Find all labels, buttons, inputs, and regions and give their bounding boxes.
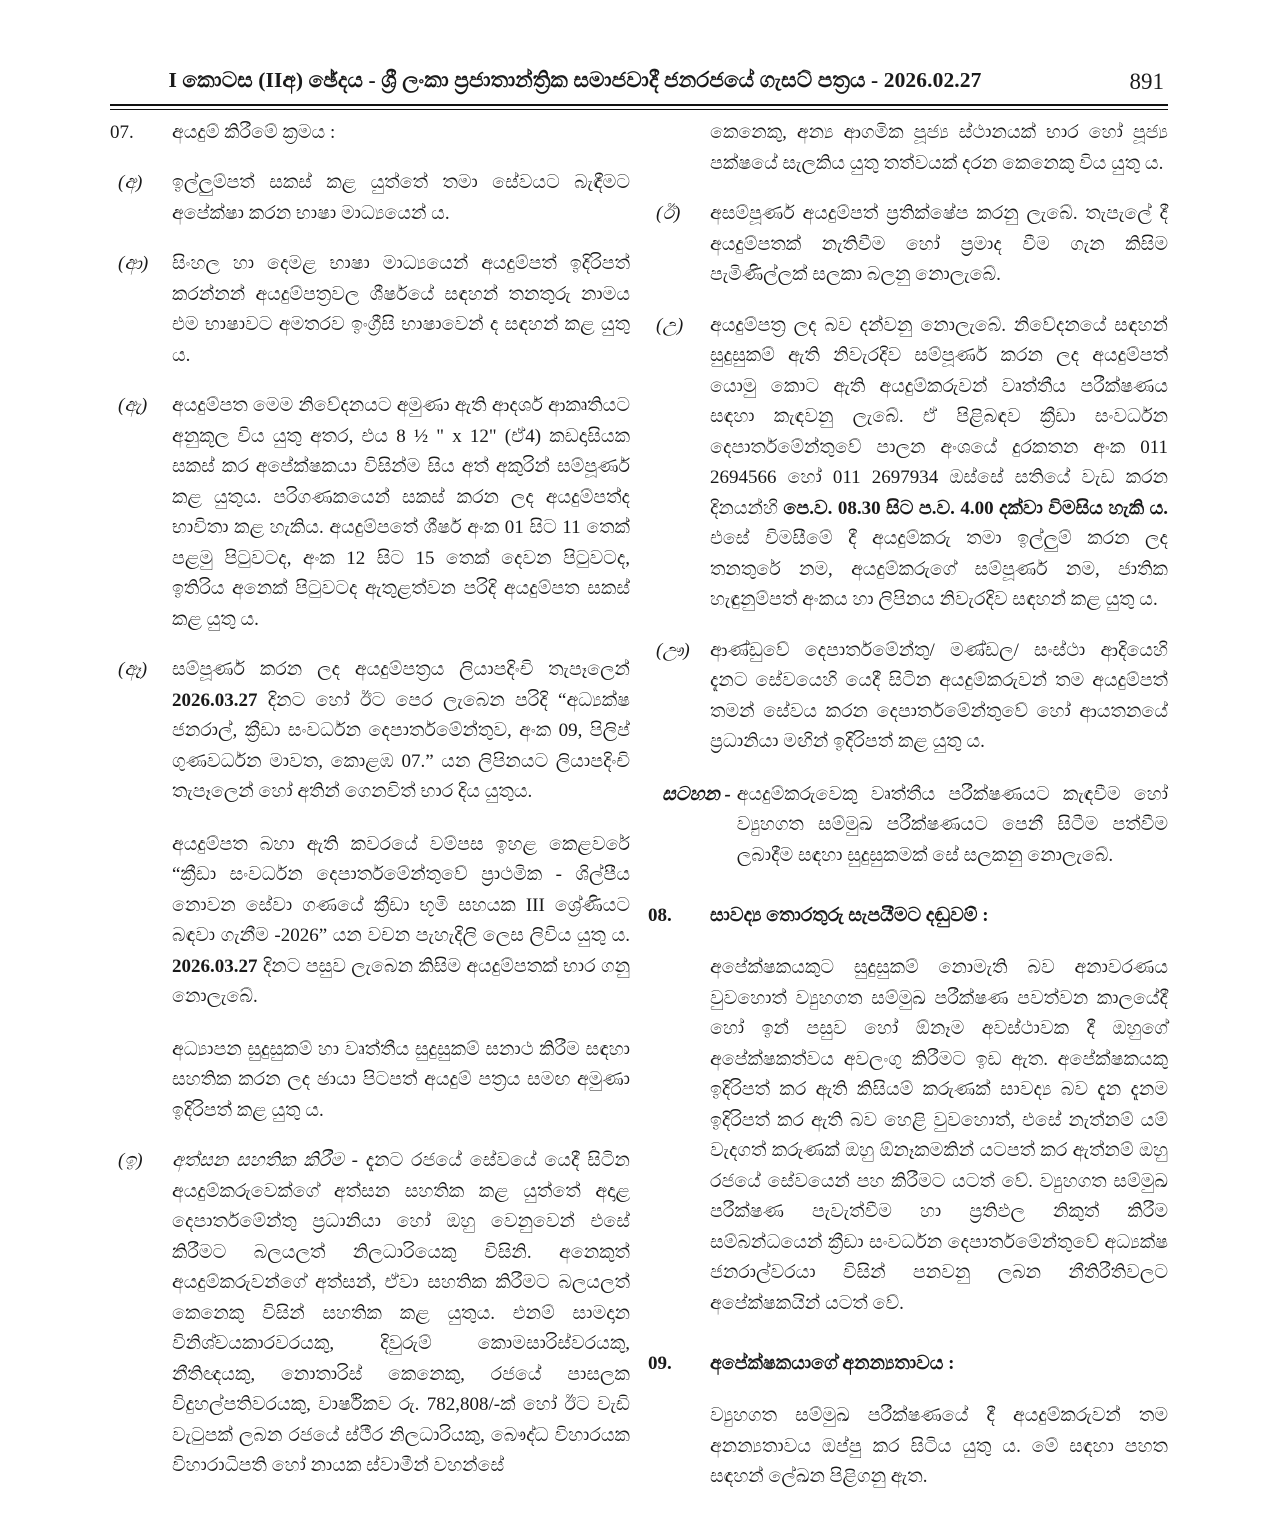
item-text-u-part2: එසේ විමසීමේ දී අයදුම්කරු තමා ඉල්ලුම් කරන ලද තනතුරේ නම, අයදුම්කරුගේ සම්පූර්ණ නම, ජාතික හැඳුනුම්පත් අංකය හා ලිපිනය නිවැරදිව සඳහන් කළ යුතු ය. xyxy=(710,528,1168,610)
left-column xyxy=(110,118,630,1482)
signature-certification-lead: අත්සන සහතික කිරීම xyxy=(172,1150,344,1171)
item-label-aee: (ඈ) xyxy=(118,659,148,680)
deadline-date-1: 2026.03.27 xyxy=(172,689,258,711)
item-text-i-rest: - දැනට රජයේ සේවයේ යෙදී සිටින අයදුම්කරුවෙක්ගේ අත්සන සහතික කළ යුත්තේ අදාළ දෙපාර්තමේන්තු ප්‍රධානියා හෝ ඔහු වෙනුවෙන් එසේ කිරීමට බලයලත් නිලධාරියෙකු විසිනි. අනෙකුත් අයදුම්කරුවන්ගේ අත්සන්, ඒවා සහතික කිරීමට බලයලත් කෙනෙකු විසින් සහතික කළ යුතුය. එනම් සාමදාන විනිශ්චයකාරවරයකු, දිවුරුම් කොමසාරිස්වරයකු, නීතිඥයකු, නොතාරිස් කෙනෙකු, රජයේ පාසලක විදුහල්පතිවරයකු, වාර්ෂිකව රු. 782,808/-ක් හෝ ඊට වැඩි වැටුපක් ලබන රජයේ ස්ථීර නිලධාරියකු, බෞද්ධ විහාරයක විහාරාධිපති හෝ නායක ස්වාමීන් වහන්සේ xyxy=(172,1150,630,1476)
item-label-i: (ඉ) xyxy=(118,1150,143,1171)
item-text-aee xyxy=(172,655,630,808)
list-item xyxy=(110,1146,630,1482)
item-text-ii: අසම්පූර්ණ අයදුම්පත් ප්‍රතික්ෂේප කරනු ලැබේ. තැපැලේ දී අයදුම්පතක් නැතිවීම හෝ ප්‍රමාද වීම ගැන කිසිම පැමිණිල්ලක් සලකා බලනු නොලැබේ. xyxy=(710,203,1168,285)
list-item xyxy=(648,199,1168,291)
paragraph-certificates: අධ්‍යාපන සුදුසුකම් හා වෘත්තීය සුදුසුකම් සනාථ කිරීම සඳහා සහතික කරන ලද ඡායා පිටපත් අයදුම් පත්‍රය සමඟ අමුණා ඉදිරිපත් කළ යුතු ය. xyxy=(172,1038,630,1121)
item-text-u-part1: අයදුම්පත්‍ර ලද බව දන්වනු නොලැබේ. නිවේදනයේ සඳහන් සුදුසුකම් ඇති නිවැරදිව සම්පූර්ණ කරන ලද අයදුම්පත් යොමු කොට ඇති අයදුම්කරුවන් වෘත්තීය පරීක්ෂණය සඳහා කැඳවනු ලැබේ. ඒ පිළිබඳව ක්‍රීඩා සංවර්ධන දෙපාර්තමේන්තුවේ පාලන අංශයේ දුරකතන අංක 011 2694566 හෝ 011 2697934 ඔස්සේ සතියේ වැඩ කරන දිනයන්හි xyxy=(710,314,1168,519)
section-08-title: සාවද්‍ය තොරතුරු සැපයීමට දඬුවම් : xyxy=(710,905,989,926)
right-column xyxy=(648,118,1168,1493)
item-label-ae: (ඇ) xyxy=(118,395,148,416)
item-label-u: (උ) xyxy=(656,314,684,336)
section-07-number: 07. xyxy=(110,122,134,143)
section-08-body: අපේක්ෂකයකුට සුදුසුකම් නොමැති බව අනාවරණය වුවහොත් ව්‍යුහගත සම්මුඛ පරීක්ෂණ පවත්වන කාලයේදී හෝ ඉන් පසුව හෝ ඕනෑම අවස්ථාවක දී ඔහුගේ අපේක්ෂකත්වය අවලංගු කිරීමට ඉඩ ඇත. අපේක්ෂකයකු ඉදිරිපත් කර ඇති කිසියම් කරුණක් සාවද්‍ය බව දැන දැනම ඉදිරිපත් කර ඇති බව හෙළි වුවහොත්, එසේ නැත්නම් යම් වැදගත් කරුණක් ඔහු ඕනෑකමකින් යටපත් කර ඇත්නම් ඔහු රජයේ සේවයෙන් පහ කිරීමට යටත් වේ. ව්‍යුහගත සම්මුඛ පරීක්ෂණ පැවැත්වීම හා ප්‍රතිඵල නිකුත් කිරීම සම්බන්ධයෙන් ක්‍රීඩා සංවර්ධන දෙපාර්තමේන්තුවේ අධ්‍යක්ෂ ජනරාල්වරයා විසින් පනවනු ලබන නීතිරීතිවලට අපේක්ෂකයින් යටත් වේ. xyxy=(710,957,1168,1314)
section-07-title: අයදුම් කිරීමේ ක්‍රමය : xyxy=(172,122,336,143)
list-item xyxy=(648,311,1168,616)
note-text: අයදුම්කරුවෙකු වෘත්තීය පරීක්ෂණයට කැඳවීම හෝ ව්‍යුහගත සම්මුඛ පරීක්ෂණයට පෙනී සිටීම පත්වීම ලබාදීම සඳහා සුදුසුකමක් සේ සලකනු නොලැබේ. xyxy=(736,783,1168,866)
note-label: සටහන - xyxy=(662,783,731,805)
list-item xyxy=(110,655,630,808)
section-09-number: 09. xyxy=(648,1353,672,1374)
section-09-block xyxy=(648,1349,1168,1493)
item-text-aee-part2: දිනට හෝ ඊට පෙර ලැබෙන පරිදි “අධ්‍යක්ෂ ජනරාල්, ක්‍රීඩා සංවර්ධන දෙපාර්තමේන්තුව, අංක 09, පිලිප් ගුණවර්ධන මාවත, කොළඹ 07.” යන ලිපිනයට ලියාපදිංචි තැපෑලෙන් හෝ අතින් ගෙනවිත් භාර දිය යුතුය. xyxy=(172,689,630,802)
item-label-ii: (ඊ) xyxy=(656,203,681,224)
item-text-ae: අයදුම්පත මෙම නිවේදනයට අමුණා ඇති ආදර්ශ ආකෘතියට අනුකූල විය යුතු අතර, එය 8 ½ " x 12" (ඒ4) කඩදාසියක සකස් කර අපේක්ෂකයා විසින්ම සිය අත් අකුරින් සම්පූර්ණ කළ යුතුය. පරිගණකයෙන් සකස් කරන ලද අයදුම්පත්ද භාවිතා කළ හැකිය. අයදුම්පතේ ශීර්ෂ අංක 01 සිට 11 තෙක් පළමු පිටුවටද, අංක 12 සිට 15 තෙක් දෙවන පිටුවටද, ඉතිරිය අනෙක් පිටුවටද ඇතුළත්වන පරිදි අයදුම්පත සකස් කළ යුතු ය. xyxy=(172,395,630,630)
item-label-uu: (ඌ) xyxy=(656,639,690,661)
section-08-number: 08. xyxy=(648,905,672,926)
section-07-heading xyxy=(110,118,630,148)
item-text-aee-part1: සම්පූර්ණ කරන ලද අයදුම්පත්‍රය ලියාපදිංචි තැපෑලෙන් xyxy=(172,659,630,680)
header-rule-thick xyxy=(110,104,1168,106)
item-text-u xyxy=(710,311,1168,616)
item-text-i xyxy=(172,1146,630,1482)
list-item xyxy=(110,391,630,635)
section-09-title: අපේක්ෂකයාගේ අනන්‍යතාවය : xyxy=(710,1353,955,1374)
list-item xyxy=(110,249,630,371)
section-09-body: ව්‍යුහගත සම්මුඛ පරීක්ෂණයේ දී අයදුම්කරුවන් තම අනන්‍යතාවය ඔප්පු කර සිටිය යුතු ය. මේ සඳහා පහත සඳහන් ලේඛන පිළිගනු ඇත. xyxy=(710,1405,1168,1487)
header-rule-thin xyxy=(110,109,1168,110)
item-text-aa: සිංහල හා දෙමළ භාෂා මාධ්‍යයෙන් අයදුම්පත් ඉදිරිපත් කරන්නන් අයදුම්පත්‍රවල ශීර්ෂයේ සඳහන් තනතුරු නාමය එම භාෂාවට අමතරව ඉංග්‍රීසි භාෂාවෙන් ද සඳහන් කළ යුතු ය. xyxy=(172,253,630,366)
paragraph-envelope-part2: දිනට පසුව ලැබෙන කිසිම අයදුම්පතක් භාර ගනු නොලැබේ. xyxy=(172,955,630,1007)
note-block xyxy=(662,780,1168,872)
page-header xyxy=(110,68,1170,102)
paragraph-envelope xyxy=(172,830,630,1013)
page-number: 891 xyxy=(1129,69,1164,94)
deadline-date-2: 2026.03.27 xyxy=(172,955,258,977)
item-text-uu: ආණ්ඩුවේ දෙපාර්තමේන්තු/ මණ්ඩල/ සංස්ථා ආදියෙහි දැනට සේවයෙහි යෙදී සිටින අයදුම්කරුවන් තම අයදුම්පත් තමන් සේවය කරන දෙපාර්තමේන්තුවේ හෝ ආයතනයේ ප්‍රධානියා මඟින් ඉදිරිපත් කළ යුතු ය. xyxy=(710,639,1168,752)
section-08-heading xyxy=(648,901,1168,931)
list-item xyxy=(110,168,630,229)
item-label-a: (අ) xyxy=(118,172,143,193)
item-text-a: ඉල්ලුම්පත් සකස් කළ යුත්තේ තමා සේවයට බැඳීමට අපේක්ෂා කරන භාෂා මාධ්‍යයෙන් ය. xyxy=(172,172,630,224)
inquiry-hours: පෙ.ව. 08.30 සිට ප.ව. 4.00 දක්වා විමසිය හැකි ය. xyxy=(783,497,1169,519)
header-title: I කොටස (IIඅ) ඡේදය - ශ්‍රී ලංකා ප්‍රජාතාන්ත්‍රික සමාජවාදී ජනරජයේ ගැසට් පත්‍රය - 2026.02.27 xyxy=(168,68,982,92)
item-label-aa: (ආ) xyxy=(118,253,149,274)
paragraph-envelope-part1: අයදුම්පත බහා ඇති කවරයේ වම්පස ඉහළ කෙළවරේ “ක්‍රීඩා සංවර්ධන දෙපාර්තමේන්තුවේ ප්‍රාථමික - ශිල්පීය නොවන සේවා ගණයේ ක්‍රීඩා භූමි සහයක III ශ්‍රේණියට බඳවා ගැනීම -2026” යන වචන පැහැදිලි ලෙස ලිවිය යුතු ය. xyxy=(172,833,630,946)
list-item xyxy=(648,636,1168,758)
section-08-block xyxy=(648,901,1168,1319)
section-09-heading xyxy=(648,1349,1168,1379)
paragraph-continuation: කෙනෙකු, අන්‍ය ආගමික පූජ්‍ය ස්ථානයක් භාර හෝ පූජ්‍ය පක්ෂයේ සැලකිය යුතු තත්වයක් දරන කෙනෙකු විය යුතු ය. xyxy=(710,122,1168,174)
